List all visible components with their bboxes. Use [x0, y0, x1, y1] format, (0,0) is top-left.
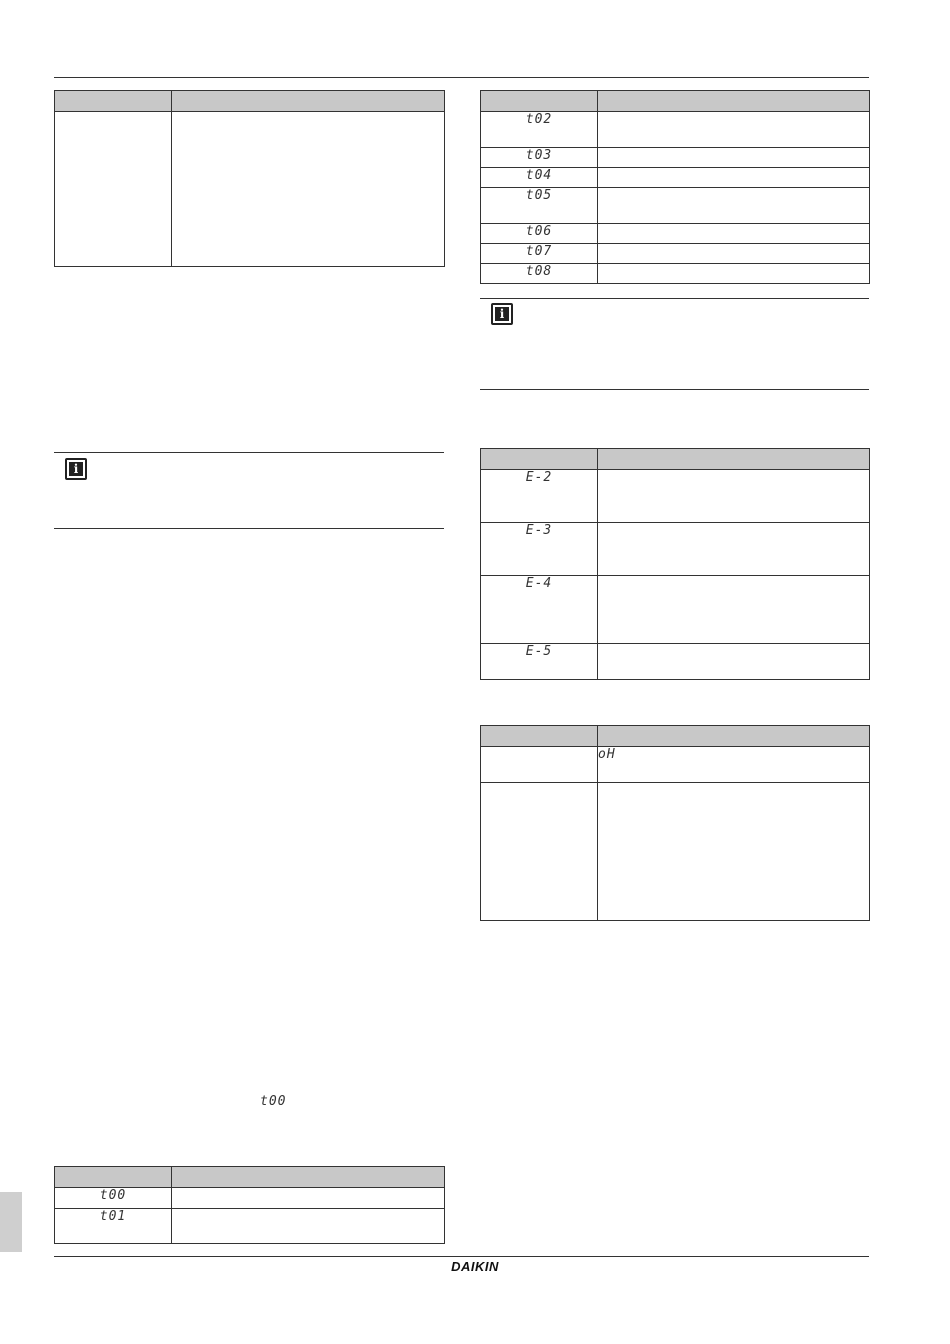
table-row: [481, 523, 870, 576]
table-row: [481, 188, 870, 224]
table-row: [481, 783, 870, 921]
table-cell: [172, 112, 445, 267]
table-header-row: [481, 726, 870, 747]
info-icon: i: [65, 458, 87, 480]
code-cell: t04: [481, 168, 598, 188]
note-top-rule: [54, 452, 444, 453]
table-header-row: [481, 91, 870, 112]
table-row: [481, 168, 870, 188]
table-row: [481, 148, 870, 168]
table-row: [481, 747, 870, 783]
code-cell: t00: [55, 1188, 172, 1209]
table-cell: [481, 747, 598, 783]
table-bottom-right: [480, 725, 870, 921]
table-cell: [598, 224, 870, 244]
code-cell: t02: [481, 112, 598, 148]
table-row: [55, 1188, 445, 1209]
note-bottom-rule: [54, 528, 444, 529]
table-cell: [172, 1188, 445, 1209]
table-row: [481, 644, 870, 680]
table-header-row: [55, 1167, 445, 1188]
table-cell: [598, 188, 870, 224]
table-cell: [598, 112, 870, 148]
table-top-right: [480, 90, 870, 284]
code-cell: t08: [481, 264, 598, 284]
table-cell: [598, 148, 870, 168]
table-row: [481, 576, 870, 644]
table-row: [481, 264, 870, 284]
brand-logo: [0, 1259, 950, 1274]
footer-rule: [54, 1256, 869, 1257]
code-cell: E-4: [481, 576, 598, 644]
side-tab: [0, 1192, 22, 1252]
code-cell: E-2: [481, 470, 598, 523]
code-cell: t06: [481, 224, 598, 244]
code-cell: oH: [598, 747, 870, 783]
table-row: [481, 224, 870, 244]
code-cell: t03: [481, 148, 598, 168]
table-cell: [481, 783, 598, 921]
table-row: [481, 244, 870, 264]
table-error-codes: [480, 448, 870, 680]
table-row: [481, 112, 870, 148]
table-cell: [598, 168, 870, 188]
table-header-row: [55, 91, 445, 112]
table-cell: [598, 783, 870, 921]
table-cell: [55, 112, 172, 267]
table-bottom-left: [54, 1166, 445, 1244]
inline-code: t00: [260, 1094, 287, 1109]
table-cell: [598, 470, 870, 523]
code-cell: E-5: [481, 644, 598, 680]
table-cell: [598, 523, 870, 576]
table-cell: [598, 244, 870, 264]
table-row: [55, 112, 445, 267]
table-top-left: [54, 90, 445, 267]
header-rule: [54, 77, 869, 78]
note-bottom-rule: [480, 389, 869, 390]
table-cell: [598, 576, 870, 644]
note-top-rule: [480, 298, 869, 299]
table-header-row: [481, 449, 870, 470]
code-cell: E-3: [481, 523, 598, 576]
code-cell: t01: [55, 1209, 172, 1244]
table-row: [55, 1209, 445, 1244]
code-cell: t07: [481, 244, 598, 264]
code-cell: t05: [481, 188, 598, 224]
table-cell: [598, 644, 870, 680]
info-icon: i: [491, 303, 513, 325]
table-cell: [172, 1209, 445, 1244]
table-cell: [598, 264, 870, 284]
brand-text: DAIKIN: [451, 1259, 499, 1274]
table-row: [481, 470, 870, 523]
